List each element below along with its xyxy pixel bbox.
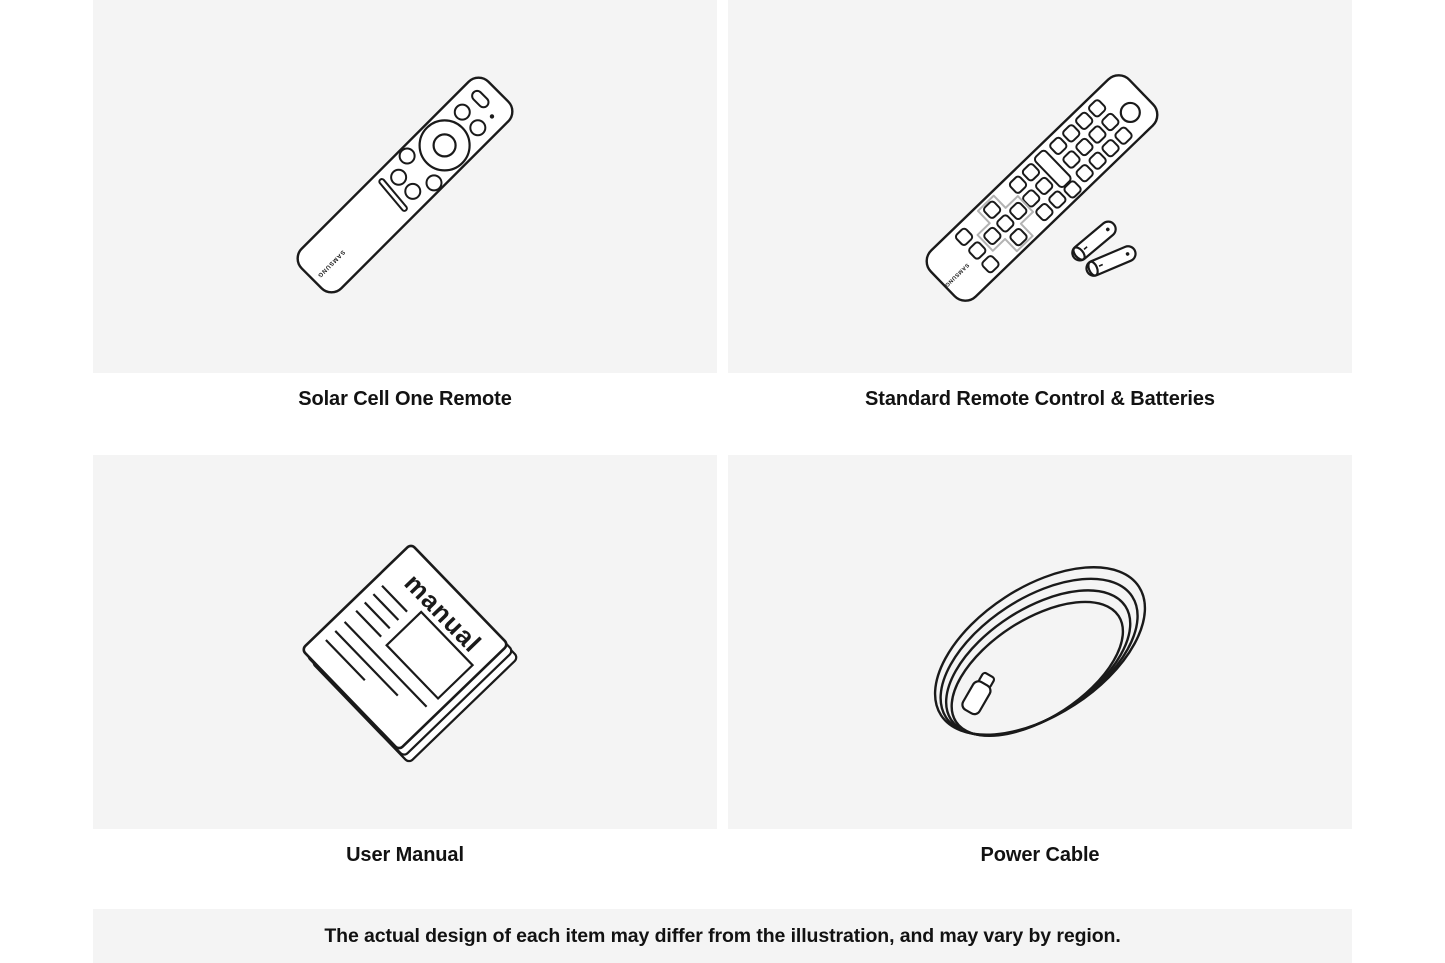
panel-user-manual [93,455,717,829]
standard-remote-brand-text: SAMSUNG [943,261,970,288]
solar-remote-body [292,72,518,298]
solar-remote-label: Solar Cell One Remote [298,388,512,410]
standard-remote-label: Standard Remote Control & Batteries [865,388,1215,410]
panel-power-cable [728,455,1352,829]
manual-cover-text: manual [398,567,488,659]
note-bar [93,909,1352,963]
standard-remote-illustration [728,0,1352,373]
power-cable-illustration [728,455,1352,829]
user-manual-illustration [93,455,717,829]
standard-remote-body [921,69,1164,307]
panel-standard-remote [728,0,1352,373]
cable-plug [960,670,997,716]
power-cable-label: Power Cable [980,844,1100,866]
manual-cover [302,544,509,750]
cable-coil [906,533,1174,769]
user-manual-label: User Manual [346,844,464,866]
solar-remote-illustration [93,0,717,373]
panel-solar-remote [93,0,717,373]
note-text: The actual design of each item may differ from the illustration, and may vary by region. [324,924,1121,947]
solar-remote-brand-text: SAMSUNG [315,248,346,279]
